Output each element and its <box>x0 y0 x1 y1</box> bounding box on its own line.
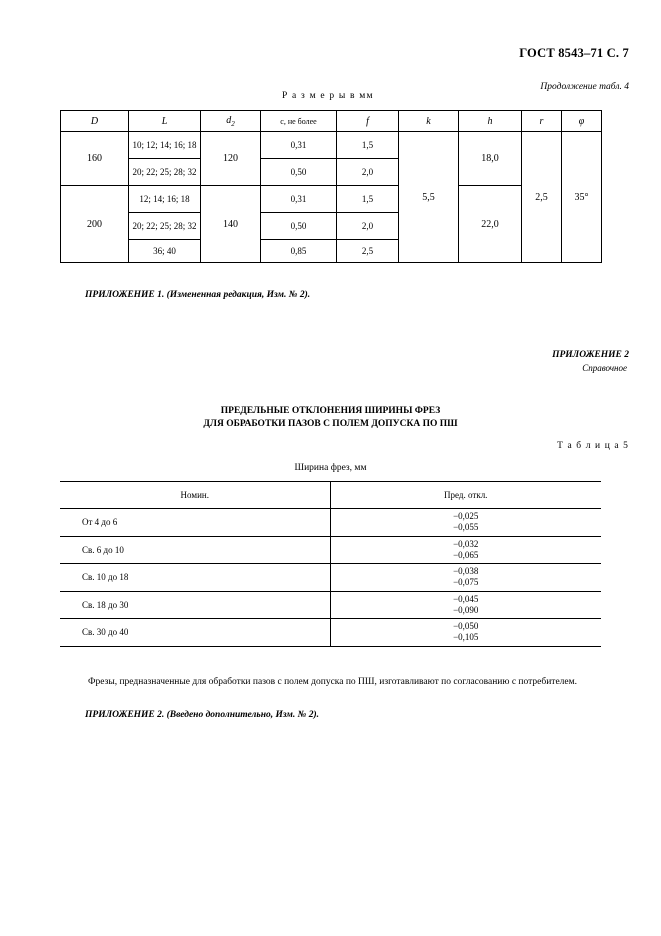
deviation-lower: −0,075 <box>453 577 479 588</box>
table-row <box>61 132 602 159</box>
appendix-1-note: ПРИЛОЖЕНИЕ 1. (Измененная редакция, Изм. № 2). <box>85 290 311 300</box>
table-row <box>60 619 601 647</box>
cell-L: 20; 22; 25; 28; 32 <box>129 159 201 186</box>
column-header-d2: $d_2$ <box>201 111 261 132</box>
table-row <box>60 536 601 564</box>
deviation-upper: −0,050 <box>453 621 479 631</box>
cell-nominal: Св. 30 до 40 <box>60 619 330 647</box>
cell-f: 1,5 <box>337 132 399 159</box>
cell-L: 20; 22; 25; 28; 32 <box>129 213 201 240</box>
cell-d2: 140 <box>201 186 261 263</box>
page-title: ГОСТ 8543–71 С. 7 <box>519 46 629 60</box>
cell-d2: 120 <box>201 132 261 186</box>
deviation-lower: −0,055 <box>453 522 479 533</box>
appendix-2-label <box>552 349 629 374</box>
appendix-2-note: ПРИЛОЖЕНИЕ 2. (Введено дополнительно, Изм. № 2). <box>85 710 319 720</box>
table-row <box>60 564 601 592</box>
deviation-lower: −0,090 <box>453 604 479 615</box>
table-5-caption: Ширина фрез, мм <box>294 463 367 473</box>
cell-c: 0,85 <box>261 240 337 263</box>
cell-deviation <box>330 591 601 619</box>
cell-f: 2,0 <box>337 159 399 186</box>
cell-f: 1,5 <box>337 186 399 213</box>
cell-deviation <box>330 509 601 537</box>
section-title-line2: ДЛЯ ОБРАБОТКИ ПАЗОВ С ПОЛЕМ ДОПУСКА ПО ПШ <box>203 418 458 429</box>
deviation-lower: −0,065 <box>453 549 479 560</box>
column-header-f: f <box>337 111 399 132</box>
cell-f: 2,0 <box>337 213 399 240</box>
table-continuation-label: Продолжение табл. 4 <box>540 82 629 92</box>
cell-r: 2,5 <box>522 132 562 263</box>
appendix-2-title: ПРИЛОЖЕНИЕ 2 <box>552 350 629 360</box>
column-header-r: r <box>522 111 562 132</box>
table-header-row <box>61 111 602 132</box>
column-header-deviation: Пред. откл. <box>330 482 601 509</box>
cell-c: 0,31 <box>261 132 337 159</box>
deviation-upper: −0,032 <box>453 538 479 549</box>
cell-deviation <box>330 619 601 647</box>
deviation-upper: −0,025 <box>453 511 479 521</box>
cell-L: 12; 14; 16; 18 <box>129 186 201 213</box>
column-header-nominal: Номин. <box>60 482 330 509</box>
cell-deviation <box>330 564 601 592</box>
column-header-phi: φ <box>562 111 602 132</box>
table-row <box>60 591 601 619</box>
dimensions-table <box>60 110 602 263</box>
cell-L: 36; 40 <box>129 240 201 263</box>
cell-nominal: Св. 18 до 30 <box>60 591 330 619</box>
deviation-upper: −0,038 <box>453 566 479 576</box>
cell-h: 22,0 <box>459 186 522 263</box>
table-5-number: Т а б л и ц а 5 <box>557 441 629 451</box>
cell-deviation <box>330 536 601 564</box>
deviation-lower: −0,105 <box>453 632 479 643</box>
column-header-L: L <box>129 111 201 132</box>
dimensions-unit-label: Р а з м е р ы в мм <box>282 91 374 101</box>
cell-nominal: От 4 до 6 <box>60 509 330 537</box>
column-header-c: c, не более <box>261 111 337 132</box>
cell-c: 0,50 <box>261 159 337 186</box>
cell-nominal: Св. 10 до 18 <box>60 564 330 592</box>
cell-D-160: 160 <box>61 132 129 186</box>
cell-D-200: 200 <box>61 186 129 263</box>
appendix-2-reference: Справочное <box>582 362 627 373</box>
cell-L: 10; 12; 14; 16; 18 <box>129 132 201 159</box>
deviation-upper: −0,045 <box>453 593 479 604</box>
column-header-k: k <box>399 111 459 132</box>
cell-c: 0,50 <box>261 213 337 240</box>
table-row <box>60 509 601 537</box>
cell-phi: 35° <box>562 132 602 263</box>
cell-f: 2,5 <box>337 240 399 263</box>
table-header-row <box>60 482 601 509</box>
tolerance-table <box>60 481 601 647</box>
section-title-line1: ПРЕДЕЛЬНЫЕ ОТКЛОНЕНИЯ ШИРИНЫ ФРЕЗ <box>220 406 441 416</box>
cell-k: 5,5 <box>399 132 459 263</box>
column-header-h: h <box>459 111 522 132</box>
cell-c: 0,31 <box>261 186 337 213</box>
cell-nominal: Св. 6 до 10 <box>60 536 330 564</box>
section-title <box>0 405 661 431</box>
cell-h: 18,0 <box>459 132 522 186</box>
table-row <box>61 186 602 213</box>
body-paragraph: Фрезы, предназначенные для обработки пазов с полем допуска по ПШ, изготавливают по согласованию с потребителем. <box>88 677 578 687</box>
column-header-D: D <box>61 111 129 132</box>
